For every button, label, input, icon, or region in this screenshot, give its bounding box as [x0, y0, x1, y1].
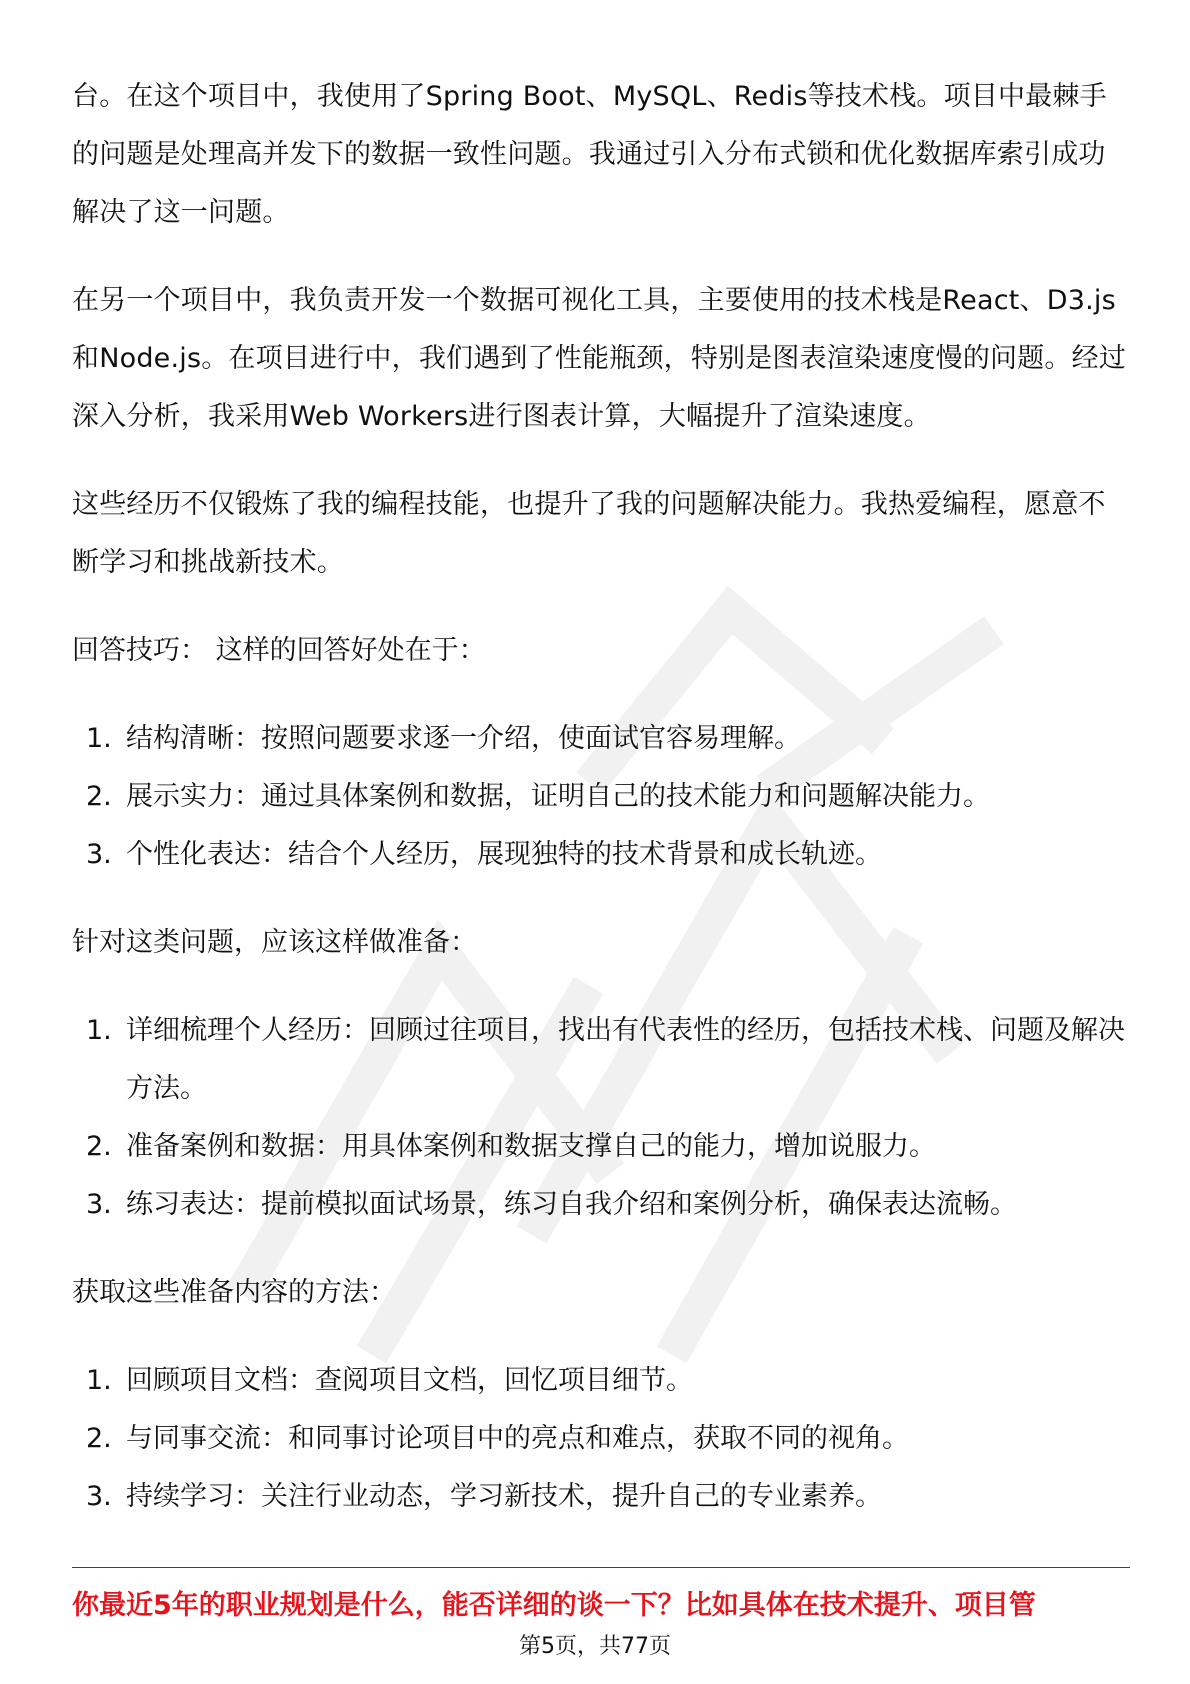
prep-list — [72, 1002, 1132, 1234]
list-item-text: 持续学习：关注行业动态，学习新技术，提升自己的专业素养。 — [126, 1481, 882, 1512]
list-item-text: 回顾项目文档：查阅项目文档，回忆项目细节。 — [126, 1365, 693, 1396]
list-number: 2. — [86, 1423, 112, 1454]
list-item — [72, 1118, 1132, 1176]
list-item-text: 结构清晰：按照问题要求逐一介绍，使面试官容易理解。 — [126, 723, 801, 754]
section-label-methods: 获取这些准备内容的方法： — [72, 1277, 396, 1308]
list-number: 3. — [86, 839, 112, 870]
tips-list — [72, 710, 1132, 884]
page-number: 第5页，共77页 — [519, 1634, 671, 1659]
paragraph-project-two: 在另一个项目中，我负责开发一个数据可视化工具，主要使用的技术栈是React、D3.js和Node.js。在项目进行中，我们遇到了性能瓶颈，特别是图表渲染速度慢的问题。经过深入分析，我采用Web Workers进行图表计算，大幅提升了渲染速度。 — [72, 285, 1127, 432]
list-item — [72, 710, 1132, 768]
main-content — [72, 68, 1132, 1556]
section-label-prep: 针对这类问题，应该这样做准备： — [72, 927, 477, 958]
list-item-text: 个性化表达：结合个人经历，展现独特的技术背景和成长轨迹。 — [126, 839, 882, 870]
section-label-tips: 回答技巧： 这样的回答好处在于： — [72, 635, 486, 666]
list-number: 1. — [86, 1365, 112, 1396]
list-item — [72, 826, 1132, 884]
methods-list — [72, 1352, 1132, 1526]
list-item — [72, 1352, 1132, 1410]
list-number: 1. — [86, 1015, 112, 1046]
list-item-text: 详细梳理个人经历：回顾过往项目，找出有代表性的经历，包括技术栈、问题及解决方法。 — [126, 1015, 1125, 1104]
list-number: 2. — [86, 781, 112, 812]
list-item-text: 与同事交流：和同事讨论项目中的亮点和难点，获取不同的视角。 — [126, 1423, 909, 1454]
list-item-text: 展示实力：通过具体案例和数据，证明自己的技术能力和问题解决能力。 — [126, 781, 990, 812]
list-item — [72, 768, 1132, 826]
list-item — [72, 1002, 1132, 1118]
list-item — [72, 1410, 1132, 1468]
list-item — [72, 1176, 1132, 1234]
list-number: 3. — [86, 1481, 112, 1512]
list-number: 3. — [86, 1189, 112, 1220]
list-item-text: 练习表达：提前模拟面试场景，练习自我介绍和案例分析，确保表达流畅。 — [126, 1189, 1017, 1220]
next-question-heading: 你最近5年的职业规划是什么，能否详细的谈一下？比如具体在技术提升、项目管 — [72, 1590, 1036, 1621]
paragraph-summary: 这些经历不仅锻炼了我的编程技能，也提升了我的问题解决能力。我热爱编程，愿意不断学习和挑战新技术。 — [72, 489, 1106, 578]
list-number: 2. — [86, 1131, 112, 1162]
list-item — [72, 1468, 1132, 1526]
paragraph-project-one: 台。在这个项目中，我使用了Spring Boot、MySQL、Redis等技术栈。项目中最棘手的问题是处理高并发下的数据一致性问题。我通过引入分布式锁和优化数据库索引成功解决了这一问题。 — [72, 81, 1107, 228]
list-number: 1. — [86, 723, 112, 754]
list-item-text: 准备案例和数据：用具体案例和数据支撑自己的能力，增加说服力。 — [126, 1131, 936, 1162]
footer-divider — [72, 1567, 1130, 1568]
